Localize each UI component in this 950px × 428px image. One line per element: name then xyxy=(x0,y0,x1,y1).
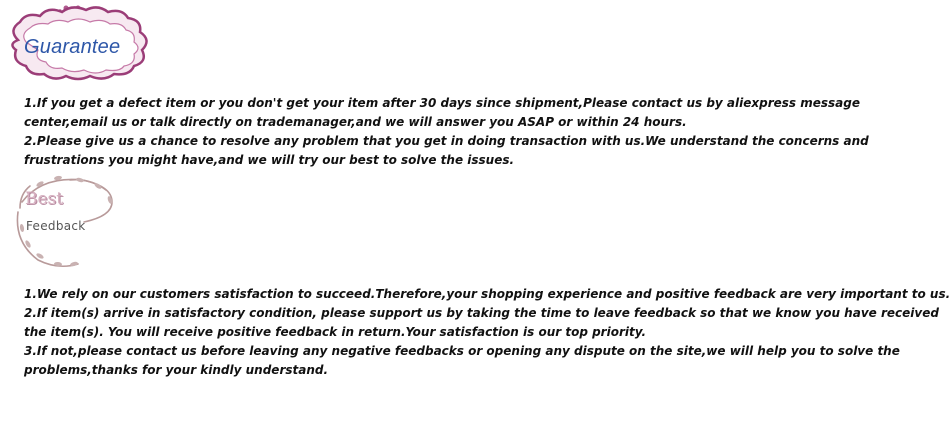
feedback-line: 1.We rely on our customers satisfaction to succeed.Therefore,your shopping experience and positive feedback are very important to us. xyxy=(24,287,950,301)
feedback-text-block xyxy=(24,285,950,380)
guarantee-badge xyxy=(0,0,170,88)
feedback-badge xyxy=(10,172,120,272)
guarantee-line: 1.If you get a defect item or you don't get your item after 30 days since shipment,Please contact us by aliexpress message xyxy=(24,96,860,110)
feedback-badge-label: Feedback xyxy=(26,219,86,233)
feedback-line: 3.If not,please contact us before leaving any negative feedbacks or opening any dispute on the site,we will help you to solve the xyxy=(24,344,900,358)
feedback-line: problems,thanks for your kindly understand. xyxy=(24,363,329,377)
feedback-badge-title: Best xyxy=(25,189,64,209)
guarantee-line: center,email us or talk directly on trademanager,and we will answer you ASAP or within 24 hours. xyxy=(24,115,687,129)
feedback-line: 2.If item(s) arrive in satisfactory condition, please support us by taking the time to leave feedback so that we know you have received xyxy=(24,306,939,320)
guarantee-line: 2.Please give us a chance to resolve any problem that you get in doing transaction with us.We understand the concerns and xyxy=(24,134,869,148)
guarantee-title: Guarantee xyxy=(24,36,121,58)
guarantee-line: frustrations you might have,and we will try our best to solve the issues. xyxy=(24,153,515,167)
feedback-line: the item(s). You will receive positive feedback in return.Your satisfaction is our top priority. xyxy=(24,325,647,339)
guarantee-text-block xyxy=(24,94,869,170)
